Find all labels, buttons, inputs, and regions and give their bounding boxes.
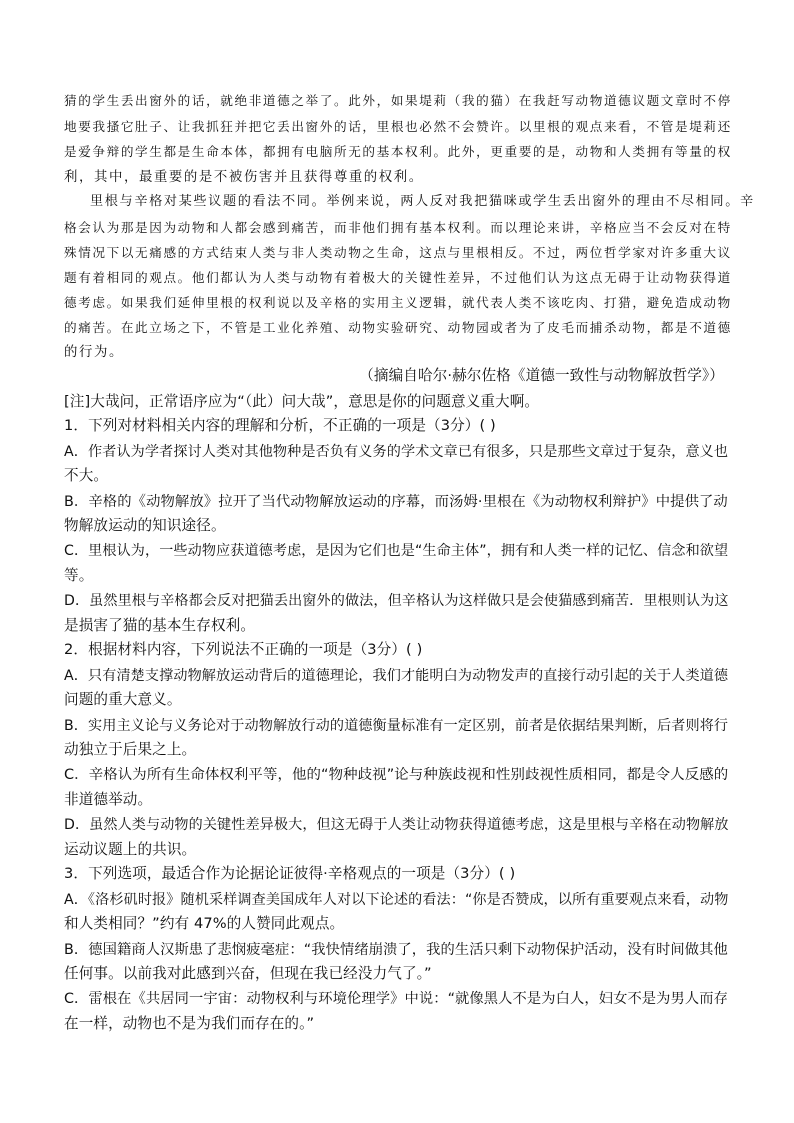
option-line: 是损害了猫的基本生存权利。	[64, 617, 256, 634]
option-line: A．只有清楚支撑动物解放运动背后的道德理论，我们才能明白为动物发声的直接行动引起的关于人类道德	[64, 668, 729, 684]
option-line: 任何事。以前我对此感到兴奋，但现在我已经没力气了。”	[64, 965, 432, 982]
passage-line: 猜的学生丢出窗外的话，就绝非道德之举了。此外，如果堤莉（我的猫）在我赶写动物道德议题文章时不停	[64, 93, 732, 108]
option-line: 在一样，动物也不是为我们而存在的。”	[64, 1015, 315, 1032]
option-line: 和人类相同？”约有 47%的人赞同此观点。	[64, 915, 345, 932]
passage-line: 题有着相同的观点。他们都认为人类与动物有着极大的关键性差异，不过他们认为这点无碍于让动物获得道	[64, 270, 732, 285]
passage-line: 是爱争辩的学生都是生命本体，都拥有电脑所无的基本权利。此外，更重要的是，动物和人类拥有等量的权	[64, 144, 732, 159]
passage-line: 殊情况下以无痛感的方式结束人类与非人类动物之生命，这点与里根相反。不过，两位哲学家对许多重大议	[64, 245, 732, 260]
option-line: B．德国籍商人汉斯患了悲悯疲毫症：“我快情绪崩溃了，我的生活只剩下动物保护活动，没有时间做其他	[64, 942, 728, 958]
passage-line: 的痛苦。在此立场之下，不管是工业化养殖、动物实验研究、动物园或者为了皮毛而捕杀动物，都是不道德	[64, 320, 732, 335]
option-line: B．辛格的《动物解放》拉开了当代动物解放运动的序幕，而汤姆·里根在《为动物权利辩护》中提供了动	[64, 494, 728, 510]
passage-line: 里根与辛格对某些议题的看法不同。举例来说，两人反对我把猫咪或学生丢出窗外的理由不尽相同。辛	[90, 194, 755, 209]
passage-line: 利，其中，最重要的是不被伤害并且获得尊重的权利。	[64, 170, 424, 185]
annotation-note: [注]大哉问，正常语序应为“（此）问大哉”，意思是你的问题意义重大啊。	[64, 393, 540, 410]
option-line: 等。	[64, 567, 94, 584]
passage-line: 地要我搔它肚子、让我抓狂并把它丢出窗外的话，里根也必然不会赞许。以里根的观点来看，不管是堤莉还	[64, 119, 732, 134]
question-stem: 3．下列选项，最适合作为论据论证彼得·辛格观点的一项是（3分）( )	[64, 865, 516, 882]
option-line: C．里根认为，一些动物应获道德考虑，是因为它们也是“生命主体”，拥有和人类一样的记忆、信念和欲望	[64, 543, 729, 559]
option-line: 物解放运动的知识途径。	[64, 517, 226, 534]
passage-source: （摘编自哈尔·赫尔佐格《道德一致性与动物解放哲学》）	[359, 367, 724, 384]
question-stem: 1．下列对材料相关内容的理解和分析，不正确的一项是（3分）( )	[64, 417, 496, 434]
passage-line: 格会认为那是因为动物和人都会感到痛苦，而非他们拥有基本权利。而以理论来讲，辛格应当不会反对在特	[64, 220, 732, 235]
option-line: 不大。	[64, 467, 109, 484]
option-line: A．作者认为学者探讨人类对其他物种是否负有义务的学术文章已有很多，只是那些文章过于复杂，意义也	[64, 444, 729, 460]
option-line: D．虽然人类与动物的关键性差异极大，但这无碍于人类让动物获得道德考虑，这是里根与辛格在动物解放	[64, 817, 729, 833]
passage-line: 德考虑。如果我们延伸里根的权利说以及辛格的实用主义逻辑，就代表人类不该吃肉、打猎，避免造成动物	[64, 295, 732, 310]
option-line: C．辛格认为所有生命体权利平等，他的“物种歧视”论与种族歧视和性别歧视性质相同，都是令人反感的	[64, 767, 729, 783]
option-line: B．实用主义论与义务论对于动物解放行动的道德衡量标准有一定区别，前者是依据结果判断，后者则将行	[64, 718, 729, 734]
option-line: 运动议题上的共识。	[64, 841, 197, 858]
option-line: 动独立于后果之上。	[64, 741, 197, 758]
question-stem: 2．根据材料内容，下列说法不正确的一项是（3分）( )	[64, 641, 423, 658]
option-line: D．虽然里根与辛格都会反对把猫丢出窗外的做法，但辛格认为这样做只是会使猫感到痛苦．里根则认为这	[64, 593, 729, 609]
passage-line: 的行为。	[64, 345, 124, 360]
option-line: A．《洛杉矶时报》随机采样调查美国成年人对以下论述的看法：“你是否赞成，以所有重要观点来看，动物	[64, 892, 729, 908]
option-line: 问题的重大意义。	[64, 691, 182, 708]
option-line: C．雷根在《共居同一宇宙：动物权利与环境伦理学》中说：“就像黑人不是为白人，妇女不是为男人而存	[64, 991, 728, 1007]
option-line: 非道德举动。	[64, 791, 153, 808]
